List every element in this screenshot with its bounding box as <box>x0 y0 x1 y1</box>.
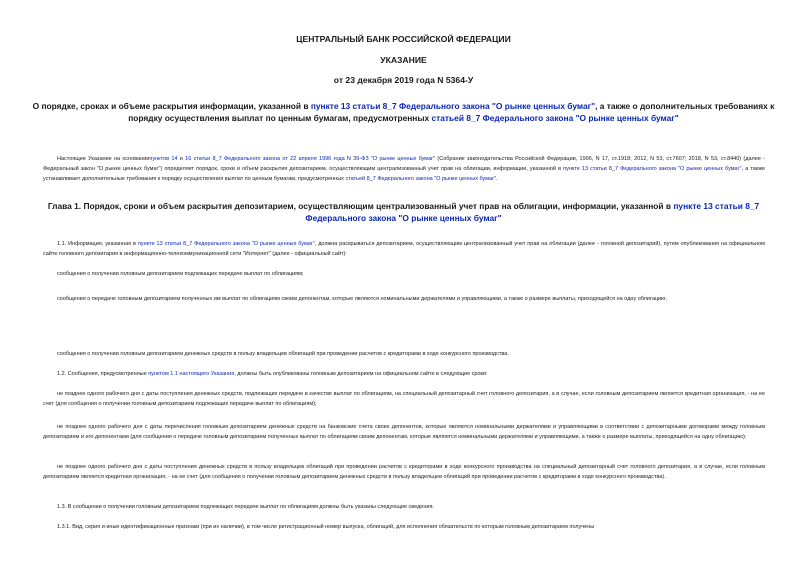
document-date-number: от 23 декабря 2019 года N 5364-У <box>333 75 474 85</box>
document-title: О порядке, сроках и объеме раскрытия информации, указанной в пункте 13 статьи 8_7 Федерального закона "О рынке ценных бумаг", а также о дополнительных требованиях к порядку осуществления выплат по ценным бумагам, предусмотренных статьей 8_7 Федерального закона "О рынке ценных бумаг" <box>32 101 775 123</box>
document-type: УКАЗАНИЕ <box>380 55 427 65</box>
law-link[interactable]: статьей 8_7 Федерального закона "О рынке ценных бумаг" <box>345 175 497 182</box>
paragraph-1-1-item: сообщения о получении головным депозитарием денежных средств в пользу владельцев облигаций при проведении расчетов с кредиторами в ходе конкурсного производства. <box>57 351 509 357</box>
law-link[interactable]: пункте 13 статьи 8_7 Федерального закона "О рынке ценных бумаг" <box>310 101 596 111</box>
paragraph-1-3-1: 1.3.1. Вид, серия и иные идентификационные признаки (при их наличии), в том числе регистрационный номер выпуска, облигаций, для исполнения обязательств по которым головным депозитарием получены <box>57 524 595 530</box>
paragraph-1-1: 1.1. Информация, указанная в пункте 13 статьи 8_7 Федерального закона "О рынке ценных бумаг", должна раскрываться депозитарием, осуществляющим централизованный учет прав на облигации (далее - головной депозитарий), путем опубликования на официальном сайте головного депозитария в информационно-телекоммуникационной сети "Интернет" (далее - официальный сайт): <box>43 241 765 257</box>
law-link[interactable]: пунктов 14 <box>149 156 178 162</box>
law-link[interactable]: статьей 8_7 Федерального закона "О рынке ценных бумаг" <box>431 113 679 123</box>
paragraph-1-1-item: сообщения о получении головным депозитарием подлежащих передаче выплат по облигациям; <box>57 271 304 277</box>
law-link[interactable]: пункте 13 статьи 8_7 Федерального закона "О рынке ценных бумаг" <box>305 201 760 223</box>
law-link[interactable]: пункте 13 статьи 8_7 Федерального закона "О рынке ценных бумаг" <box>137 241 315 247</box>
intro-paragraph: Настоящее Указание на основаниипунктов 14 и 16 статьи 8_7 Федерального закона от 22 апреля 1996 года N 39-ФЗ "О рынке ценных бумаг" (Собрание законодательства Российской Федерации, 1996, N 17, ст.1918; 2012, N 53, ст.7607; 2018, N 53, ст.8440) (далее - Федеральный закон "О рынке ценных бумаг") определяет порядок, сроки и объем раскрытия депозитарием, осуществляющим централизованный учет прав на облигации, информации, указанной в пункте 13 статьи 8_7 Федерального закона "О рынке ценных бумаг", а также устанавливает дополнительные требования к порядку осуществления выплат по ценным бумагам, предусмотренных статьей 8_7 Федерального закона "О рынке ценных бумаг". <box>43 156 765 182</box>
law-link[interactable]: пункте 13 статьи 8_7 Федерального закона "О рынке ценных бумаг" <box>563 165 742 172</box>
paragraph-1-2: 1.2. Сообщения, предусмотренные пунктом 1.1 настоящего Указания, должны быть опубликованы головным депозитарием на официальном сайте в следующие сроки: <box>57 371 488 377</box>
internal-link[interactable]: пунктом 1.1 настоящего Указания <box>148 371 235 377</box>
paragraph-1-2-item: не позднее одного рабочего дня с даты поступления денежных средств в пользу владельцев облигаций при проведении расчетов с кредиторами в ходе конкурсного производства на специальный депозитарный счет головного депозитария, а в случае, если головным депозитарием является кредитная организация, - на ее счет (для сообщения о получении головным депозитарием денежных средств в пользу владельцев облигаций при проведении расчетов с кредиторами в ходе конкурсного производства). <box>43 464 765 480</box>
law-link[interactable]: 16 статьи 8_7 Федерального закона от 22 апреля 1996 года N 39-ФЗ "О рынке ценных бумаг" <box>185 156 436 162</box>
paragraph-1-2-item: не позднее одного рабочего дня с даты поступления денежных средств, подлежащих передаче в качестве выплат по облигациям, на специальный депозитарный счет головного депозитария, а в случае, если головным депозитарием является кредитная организация, - на ее счет (для сообщения о получении головным депозитарием подлежащих передаче выплат по облигациям); <box>43 391 765 407</box>
paragraph-1-3: 1.3. В сообщении о получении головным депозитарием подлежащих передаче выплат по облигациям должны быть указаны следующие сведения. <box>57 504 434 510</box>
chapter-1-heading: Глава 1. Порядок, сроки и объем раскрытия депозитарием, осуществляющим централизованный учет прав на облигации, информации, указанной в пункте 13 статьи 8_7 Федерального закона "О рынке ценных бумаг" <box>47 201 760 223</box>
issuer-heading: ЦЕНТРАЛЬНЫЙ БАНК РОССИЙСКОЙ ФЕДЕРАЦИИ <box>296 34 511 44</box>
paragraph-1-1-item: сообщения о передаче головным депозитарием полученных им выплат по облигациям своим депонентам, которые являются номинальными держателями и управляющими, а также о размере выплаты, приходящейся на одну облигацию; <box>57 296 667 302</box>
paragraph-1-2-item: не позднее одного рабочего дня с даты перечисления головным депозитарием денежных средств на банковские счета своих депонентов, которые являются номинальными держателями и управляющими в соответствии с депозитарными договорами между головным депозитарием и его депонентами (для сообщения о передаче головным депозитарием полученных выплат по облигациям своим депонентам, которые являются номинальными держателями и управляющими, а также о размере выплаты, приходящейся на одну облигацию); <box>43 424 765 440</box>
